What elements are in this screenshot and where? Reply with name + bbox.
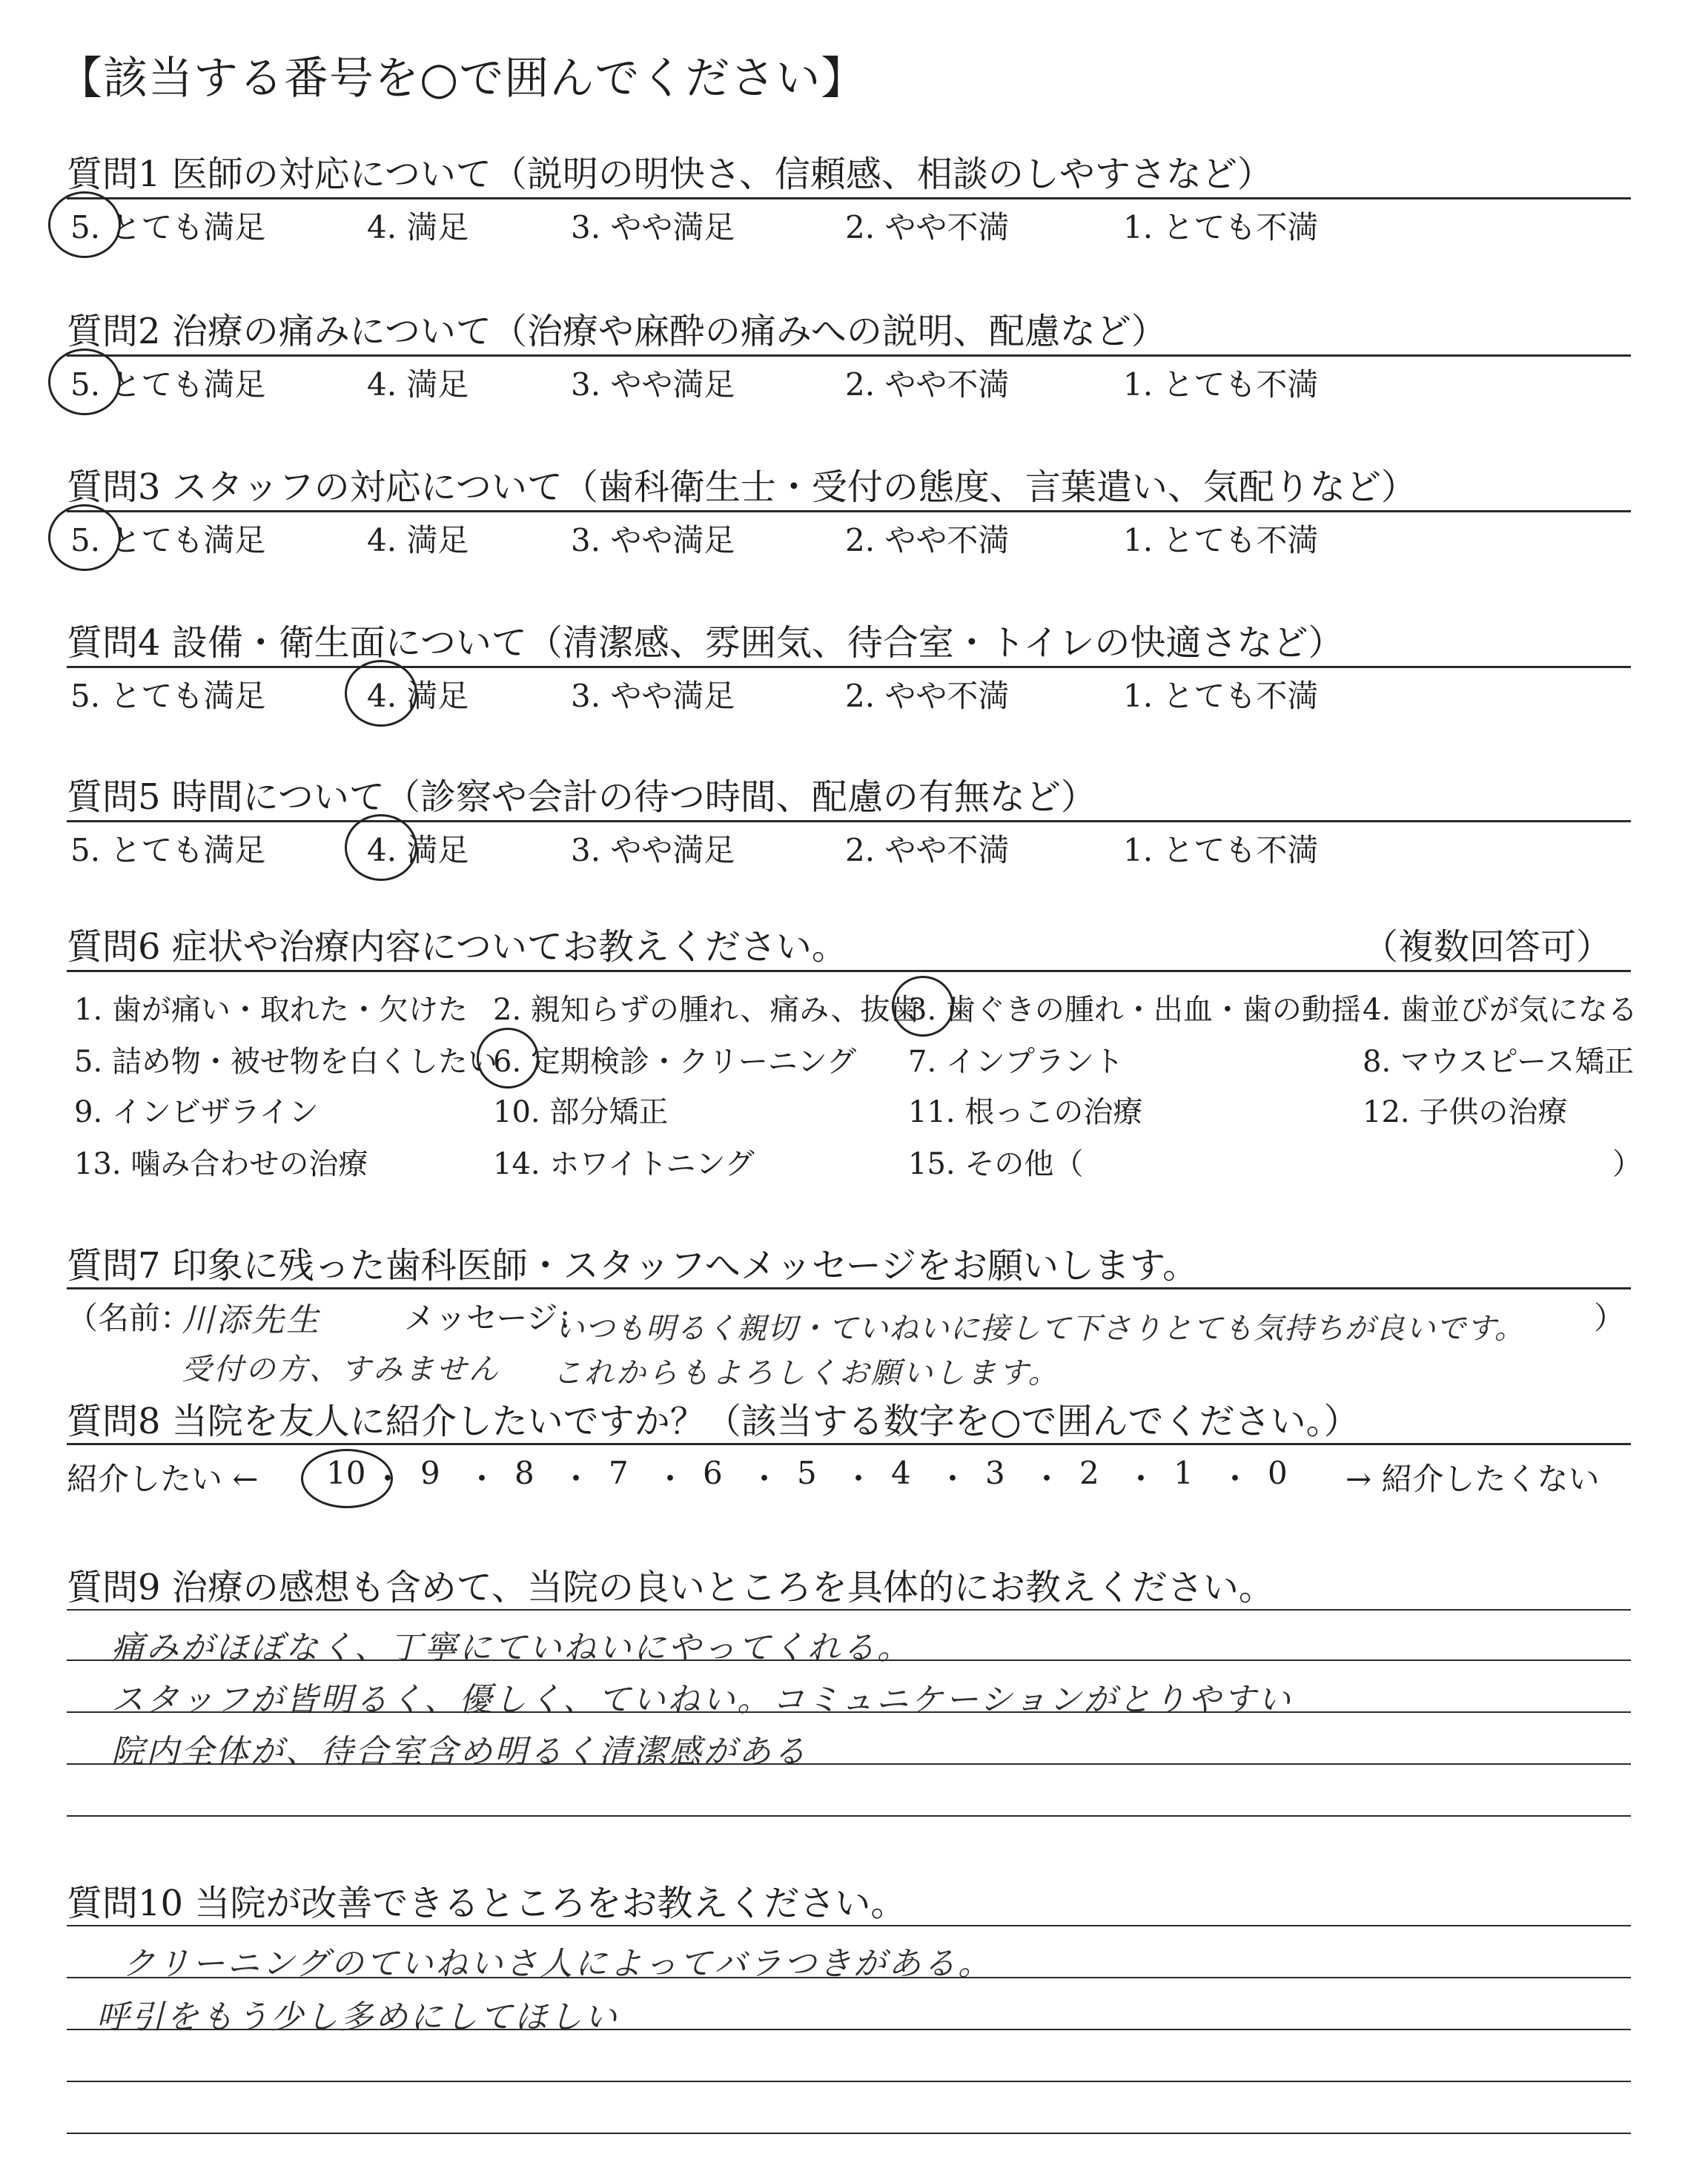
q3-selection-circle: [48, 504, 121, 571]
q7-message-label: メッセージ：: [404, 1300, 589, 1336]
q1-option-1[interactable]: 1. とても不満: [1123, 209, 1319, 245]
q6-other-close: ）: [1612, 1147, 1642, 1181]
q8-scale-separator: ・: [372, 1461, 404, 1497]
q9-answer-1[interactable]: 痛みがほぼなく、丁寧にていねいにやってくれる。: [111, 1629, 913, 1667]
q4-option-5[interactable]: 5. とても満足: [70, 678, 266, 714]
q9-answer-2[interactable]: スタッフが皆明るく、優しく、ていねい。コミュニケーションがとりやすい: [111, 1681, 1293, 1719]
q3-option-4[interactable]: 4. 満足: [367, 522, 469, 558]
q4-option-2[interactable]: 2. やや不満: [845, 678, 1010, 714]
q8-scale-separator: ・: [1031, 1461, 1063, 1497]
q9-line: [67, 1609, 1631, 1611]
q2-selection-circle: [48, 349, 121, 415]
q6-option-8[interactable]: 8. マウスピース矯正: [1363, 1045, 1635, 1079]
q6-option-7[interactable]: 7. インプラント: [908, 1045, 1124, 1079]
q2-option-2[interactable]: 2. やや不満: [845, 366, 1010, 403]
q7-message-line2[interactable]: これからもよろしくお願いします。: [552, 1356, 1060, 1390]
q2-option-5[interactable]: 5. とても満足: [70, 366, 266, 403]
q6-selection-circle: [477, 1028, 539, 1089]
q6-selection-circle: [892, 976, 954, 1037]
q8-scale-separator: ・: [843, 1461, 875, 1497]
q8-scale-separator: ・: [560, 1461, 592, 1497]
q5-option-5[interactable]: 5. とても満足: [70, 832, 266, 868]
q3-rule: [67, 510, 1631, 512]
q5-option-2[interactable]: 2. やや不満: [845, 832, 1010, 868]
q3-option-3[interactable]: 3. やや満足: [571, 522, 735, 558]
q6-option-3[interactable]: 3. 歯ぐきの腫れ・出血・歯の動揺: [908, 993, 1361, 1027]
q6-option-10[interactable]: 10. 部分矯正: [493, 1095, 669, 1129]
q6-option-13[interactable]: 13. 噛み合わせの治療: [74, 1147, 368, 1181]
q1-option-3[interactable]: 3. やや満足: [571, 209, 735, 245]
q6-option-15[interactable]: 15. その他（: [908, 1147, 1084, 1181]
q6-option-5[interactable]: 5. 詰め物・被せ物を白くしたい: [74, 1045, 497, 1079]
q2-option-3[interactable]: 3. やや満足: [571, 366, 735, 403]
q1-rule: [67, 197, 1631, 199]
q2-option-1[interactable]: 1. とても不満: [1123, 366, 1319, 403]
q8-scale-separator: ・: [655, 1461, 686, 1497]
q7-name-label: （名前：: [67, 1300, 192, 1336]
q5-title: 質問5 時間について（診察や会計の待つ時間、配慮の有無など）: [67, 776, 1096, 818]
q3-option-2[interactable]: 2. やや不満: [845, 522, 1010, 558]
q8-scale-1[interactable]: 1: [1174, 1455, 1194, 1491]
q8-rule: [67, 1443, 1631, 1445]
q5-option-1[interactable]: 1. とても不満: [1123, 832, 1319, 868]
q6-option-2[interactable]: 2. 親知らずの腫れ、痛み、抜歯: [493, 993, 920, 1027]
q6-title: 質問6 症状や治療内容についてお教えください。: [67, 926, 847, 968]
q10-answer-2[interactable]: 呼引をもう少し多めにしてほしい: [96, 1998, 619, 2036]
q8-title: 質問8 当院を友人に紹介したいですか？（該当する数字を○で囲んでください。）: [67, 1401, 1360, 1442]
q5-selection-circle: [345, 814, 417, 881]
q8-scale-separator: ・: [466, 1461, 498, 1497]
q1-option-4[interactable]: 4. 満足: [367, 209, 469, 245]
q6-option-1[interactable]: 1. 歯が痛い・取れた・欠けた: [74, 993, 468, 1027]
q3-title: 質問3 スタッフの対応について（歯科衛生士・受付の態度、言葉遣い、気配りなど）: [67, 466, 1417, 508]
q4-title: 質問4 設備・衛生面について（清潔感、雰囲気、待合室・トイレの快適さなど）: [67, 622, 1344, 664]
q6-option-11[interactable]: 11. 根っこの治療: [908, 1095, 1143, 1129]
q7-name-line2[interactable]: 受付の方、すみません: [182, 1353, 500, 1387]
q10-answer-1[interactable]: クリーニングのていねいさ人によってバラつきがある。: [122, 1945, 993, 1983]
q4-option-1[interactable]: 1. とても不満: [1123, 678, 1319, 714]
q7-close-paren: ）: [1594, 1300, 1626, 1336]
q7-title: 質問7 印象に残った歯科医師・スタッフへメッセージをお願いします。: [67, 1245, 1199, 1287]
q1-option-2[interactable]: 2. やや不満: [845, 209, 1010, 245]
q7-message-line1[interactable]: いつも明るく親切・ていねいに接して下さりとても気持ちが良いです。: [555, 1312, 1525, 1346]
q4-rule: [67, 666, 1631, 668]
q8-scale-0[interactable]: 0: [1268, 1455, 1288, 1491]
q7-rule: [67, 1287, 1631, 1289]
q10-line: [67, 2081, 1631, 2082]
q8-scale-2[interactable]: 2: [1079, 1455, 1099, 1491]
q8-scale-9[interactable]: 9: [420, 1455, 440, 1491]
q6-option-12[interactable]: 12. 子供の治療: [1363, 1095, 1568, 1129]
q5-rule: [67, 820, 1631, 822]
q7-name-value[interactable]: 川添先生: [182, 1301, 321, 1339]
q4-option-3[interactable]: 3. やや満足: [571, 678, 735, 714]
q6-option-6[interactable]: 6. 定期検診・クリーニング: [493, 1045, 857, 1079]
form-header: 【該当する番号を○で囲んでください】: [58, 53, 867, 105]
q8-scale-10[interactable]: 10: [326, 1455, 366, 1491]
q6-rule: [67, 970, 1631, 972]
q5-option-4[interactable]: 4. 満足: [367, 832, 469, 868]
q1-title: 質問1 医師の対応について（説明の明快さ、信頼感、相談のしやすさなど）: [67, 153, 1273, 195]
q2-option-4[interactable]: 4. 満足: [367, 366, 469, 403]
q8-selection-circle: [301, 1449, 393, 1508]
q8-scale-separator: ・: [1219, 1461, 1251, 1497]
q8-left-label: 紹介したい ←: [67, 1461, 259, 1497]
q8-right-label: → 紹介したくない: [1345, 1461, 1600, 1497]
q10-line: [67, 2133, 1631, 2134]
q6-option-14[interactable]: 14. ホワイトニング: [493, 1147, 755, 1181]
q2-rule: [67, 354, 1631, 357]
q2-title: 質問2 治療の痛みについて（治療や麻酔の痛みへの説明、配慮など）: [67, 311, 1167, 352]
q1-selection-circle: [48, 191, 121, 258]
q8-scale-8[interactable]: 8: [514, 1455, 534, 1491]
q3-option-5[interactable]: 5. とても満足: [70, 522, 266, 558]
q8-scale-4[interactable]: 4: [891, 1455, 911, 1491]
q5-option-3[interactable]: 3. やや満足: [571, 832, 735, 868]
q9-line: [67, 1815, 1631, 1817]
q8-scale-7[interactable]: 7: [609, 1455, 629, 1491]
q6-option-4[interactable]: 4. 歯並びが気になる: [1363, 993, 1638, 1027]
q9-answer-3[interactable]: 院内全体が、待合室含め明るく清潔感がある: [111, 1733, 808, 1771]
q6-note: （複数回答可）: [1363, 926, 1612, 968]
q10-line: [67, 1925, 1631, 1926]
q8-scale-separator: ・: [749, 1461, 781, 1497]
q9-title: 質問9 治療の感想も含めて、当院の良いところを具体的にお教えください。: [67, 1567, 1274, 1608]
q6-option-9[interactable]: 9. インビザライン: [74, 1095, 319, 1129]
q8-scale-separator: ・: [1125, 1461, 1157, 1497]
q10-title: 質問10 当院が改善できるところをお教えください。: [67, 1883, 907, 1924]
q8-scale-separator: ・: [937, 1461, 969, 1497]
q8-scale-5[interactable]: 5: [797, 1455, 817, 1491]
q8-scale-3[interactable]: 3: [985, 1455, 1005, 1491]
q4-option-4[interactable]: 4. 満足: [367, 678, 469, 714]
q1-option-5[interactable]: 5. とても満足: [70, 209, 266, 245]
q3-option-1[interactable]: 1. とても不満: [1123, 522, 1319, 558]
q8-scale-6[interactable]: 6: [703, 1455, 723, 1491]
q4-selection-circle: [345, 660, 417, 727]
